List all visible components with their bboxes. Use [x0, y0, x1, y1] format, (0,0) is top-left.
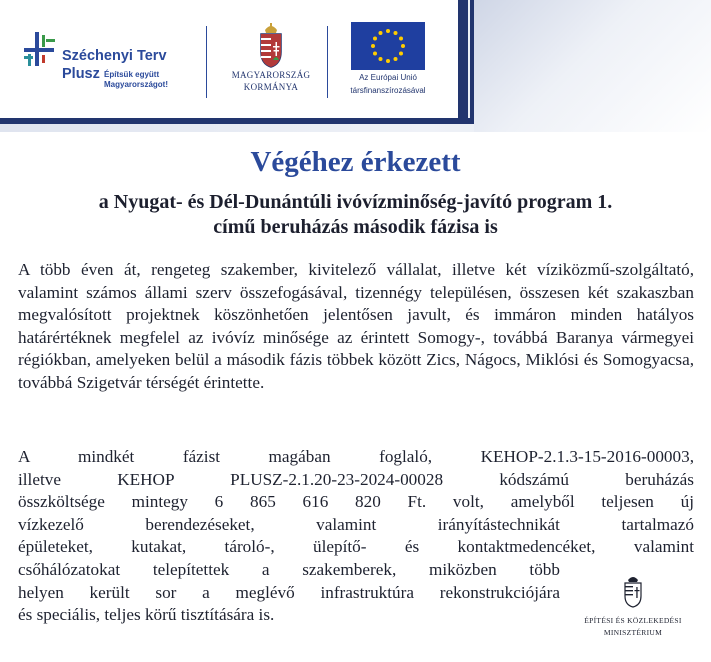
paragraph-2-line: vízkezelő berendezéseket, valamint irányítástechnikát tartalmazó	[18, 514, 694, 534]
ministry-name-line1: ÉPÍTÉSI ÉS KÖZLEKEDÉSI	[584, 616, 682, 625]
paragraph-2-line: csőhálózatokat telepítettek a szakemberek, miközben több	[18, 559, 560, 579]
paragraph-1: A több éven át, rengeteg szakember, kivitelező vállalat, illetve két víziközmű-szolgáltató, valamint számos állami szerv összefogásával, tizennégy településen, összesen két szakaszban megvalósított projektnek köszönhetően jelentősen javult, és immáron minden hatályos határértéknek megfelel az ivóvíz minősége az érintett Somogy-, továbbá Baranya vármegyei régiókban, amelyeken belül a második fázis többek között Zics, Nágocs, Miklósi és Somogyacsa, továbbá Szigetvár térségét érintette.	[18, 260, 694, 392]
headline: Végéhez érkezett	[250, 146, 461, 178]
szechenyi-plusz: Plusz	[62, 66, 100, 82]
header-band	[0, 0, 711, 132]
eu-cofinanced-logo	[334, 22, 442, 102]
subtitle-line1: a Nyugat- és Dél-Dunántúli ivóvízminőség-javító program 1.	[98, 191, 613, 213]
paragraph-2-line: összköltsége mintegy 6 865 616 820 Ft. volt, amelyből teljesen új	[18, 492, 694, 512]
government-name-line1: MAGYARORSZÁG	[231, 70, 311, 80]
eu-text-line1: Az Európai Unió	[359, 73, 417, 82]
header-stripe-horizontal	[0, 118, 474, 124]
ministry-name-line2: MINISZTÉRIUM	[603, 628, 663, 637]
eu-text-line2: társfinanszírozásával	[350, 86, 426, 95]
header-stripe-vertical	[458, 0, 468, 118]
eu-flag-icon	[351, 22, 425, 70]
paragraph-2-line: helyen került sor a meglévő infrastruktúra rekonstrukciójára	[18, 582, 560, 602]
logo-divider	[206, 26, 207, 98]
logo-panel	[0, 0, 458, 118]
hungarian-coat-of-arms-icon	[256, 22, 286, 68]
logo-divider-2	[327, 26, 328, 98]
ministry-logo	[578, 574, 688, 637]
ministry-crest-icon	[622, 574, 644, 608]
szechenyi-cross-icon	[22, 30, 58, 70]
paragraph-2-line: épületeket, kutakat, tároló-, ülepítő- és kontaktmedencéket, valamint	[18, 537, 694, 557]
header-stripe-vertical-thin	[470, 0, 474, 124]
header-background-shade	[474, 0, 711, 132]
subtitle-line2: című beruházás második fázisa is	[213, 216, 498, 238]
szechenyi-tagline: Építsük együtt Magyarországot!	[104, 70, 169, 89]
szechenyi-terv-logo	[22, 30, 202, 100]
subtitle	[20, 190, 691, 240]
government-logo	[226, 22, 316, 102]
paragraph-2-last-line: és speciális, teljes körű tisztítására is.	[18, 605, 275, 625]
paragraph-2-line: illetve KEHOP PLUSZ-2.1.20-23-2024-00028 kódszámú beruházás	[18, 469, 694, 489]
szechenyi-title: Széchenyi Terv	[62, 48, 167, 64]
government-name-line2: KORMÁNYA	[243, 82, 299, 92]
paragraph-2-line: A mindkét fázist magában foglaló, KEHOP-2.1.3-15-2016-00003,	[18, 447, 694, 466]
